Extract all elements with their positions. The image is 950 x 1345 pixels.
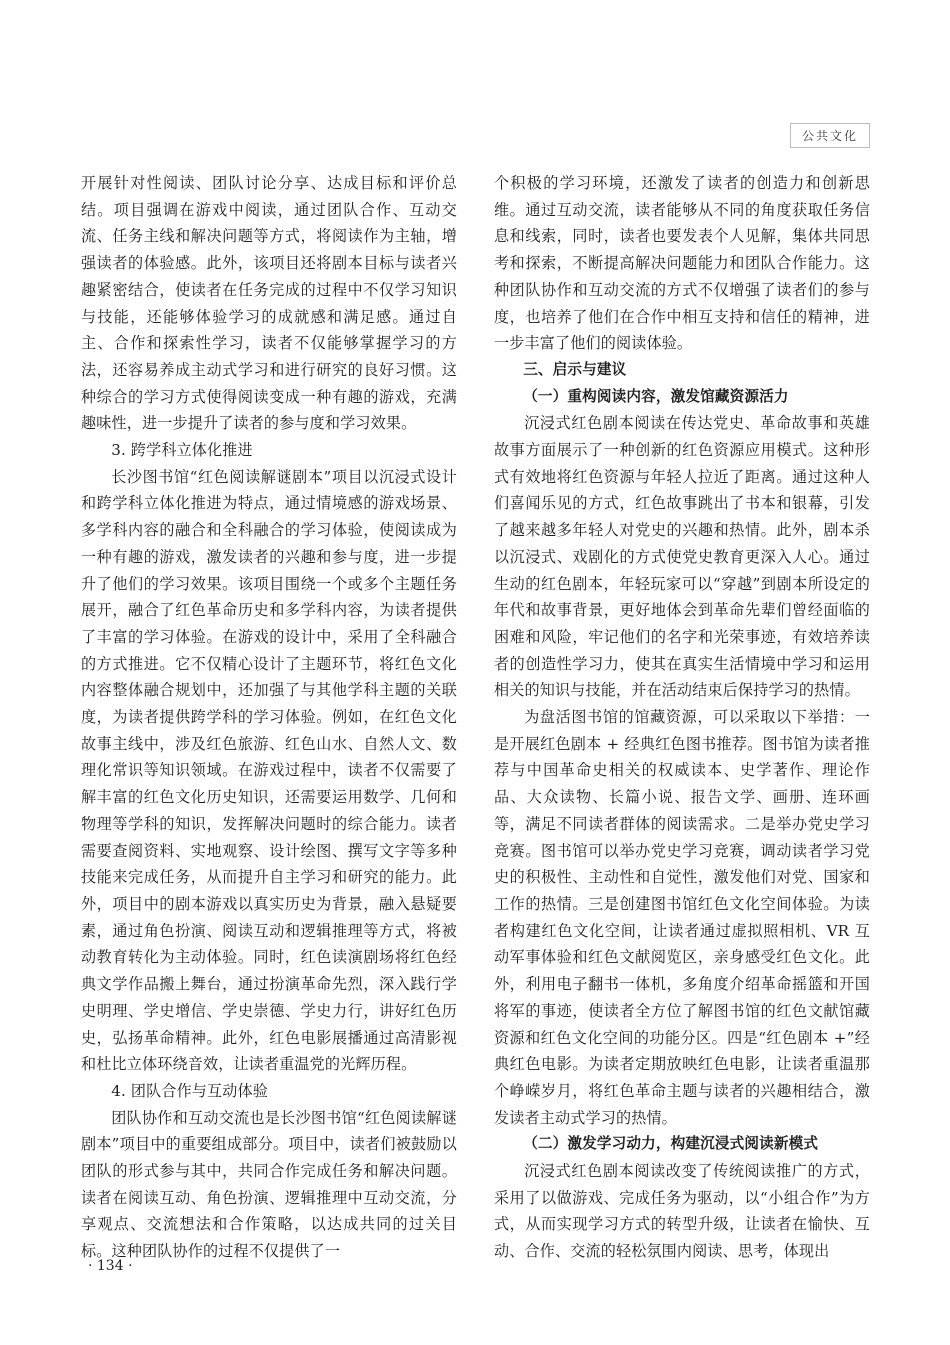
paragraph: 沉浸式红色剧本阅读在传达党史、革命故事和英雄故事方面展示了一种创新的红色资源应用模式。这种形式有效地将红色资源与年轻人拉近了距离。通过这种人们喜闻乐见的方式，红色故事跳出了书本和银幕，引发了越来越多年轻人对党史的兴趣和热情。此外，剧本杀以沉浸式、戏剧化的方式使党史教育更深入人心。通过生动的红色剧本，年轻玩家可以“穿越”到剧本所设定的年代和故事背景，更好地体会到革命先辈们曾经面临的困难和风险，牢记他们的名字和光荣事迹，有效培养读者的创造性学习力，使其在真实生活情境中学习和运用相关的知识与技能，并在活动结束后保持学习的热情。 (494, 414, 870, 700)
subsection-heading: （二）激发学习动力，构建沉浸式阅读新模式 (523, 1135, 819, 1153)
paragraph: 为盘活图书馆的馆藏资源，可以采取以下举措：一是开展红色剧本 + 经典红色图书推荐。图书馆为读者推荐与中国革命史相关的权威读本、史学著作、理论作品、大众读物、长篇小说、报告文学、画册、连环画等，满足不同读者群体的阅读需求。二是举办党史学习竞赛。图书馆可以举办党史学习竞赛，调动读者学习党史的积极性、主动性和自觉性，激发他们对党、国家和工作的热情。三是创建图书馆红色文化空间体验。为读者构建红色文化空间，让读者通过虚拟照相机、VR 互动军事体验和红色文献阅览区，亲身感受红色文化。此外，利用电子翻书一体机，多角度介绍革命摇篮和开国将军的事迹，使读者全方位了解图书馆的红色文献馆藏资源和红色文化空间的功能分区。四是“红色剧本 +”经典红色电影。为读者定期放映红色电影，让读者重温那个峥嵘岁月，将红色革命主题与读者的兴趣相结合，激发读者主动式学习的热情。 (494, 708, 870, 1127)
paragraph: 个积极的学习环境，还激发了读者的创造力和创新思维。通过互动交流，读者能够从不同的角度获取任务信息和线索，同时，读者也要发表个人见解，集体共同思考和探索，不断提高解决问题能力和团队合作能力。这种团队协作和互动交流的方式不仅增强了读者们的参与度，也培养了他们在合作中相互支持和信任的精神，进一步丰富了他们的阅读体验。 (494, 174, 870, 353)
right-column (494, 170, 870, 1265)
page-number: · 134 · (88, 1258, 133, 1274)
subsection-heading: 3. 跨学科立体化推进 (111, 441, 253, 460)
section-heading: 三、启示与建议 (523, 360, 627, 378)
paragraph: 开展针对性阅读、团队讨论分享、达成目标和评价总结。项目强调在游戏中阅读，通过团队合作、互动交流、任务主线和解决问题等方式，将阅读作为主轴，增强读者的体验感。此外，该项目还将剧本目标与读者兴趣紧密结合，使读者在任务完成的过程中不仅学习知识与技能，还能够体验学习的成就感和满足感。通过自主、合作和探索性学习，读者不仅能够掌握学习的方法，还容易养成主动式学习和进行研究的良好习惯。这种综合的学习方式使得阅读变成一种有趣的游戏，充满趣味性，进一步提升了读者的参与度和学习效果。 (81, 174, 457, 433)
left-column (81, 170, 457, 1265)
paragraph: 长沙图书馆“红色阅读解谜剧本”项目以沉浸式设计和跨学科立体化推进为特点，通过情境感的游戏场景、多学科内容的融合和全科融合的学习体验，使阅读成为一种有趣的游戏，激发读者的兴趣和参与度，进一步提升了他们的学习效果。该项目围绕一个或多个主题任务展开，融合了红色革命历史和多学科内容，为读者提供了丰富的学习体验。在游戏的设计中，采用了全科融合的方式推进。它不仅精心设计了主题环节，将红色文化内容整体融合规划中，还加强了与其他学科主题的关联度，为读者提供跨学科的学习体验。例如，在红色文化故事主线中，涉及红色旅游、红色山水、自然人文、数理化常识等知识领域。在游戏过程中，读者不仅需要了解丰富的红色文化历史知识，还需要运用数学、几何和物理等学科的知识，发挥解决问题时的综合能力。读者需要查阅资料、实地观察、设计绘图、撰写文字等多种技能来完成任务，从而提升自主学习和研究的能力。此外，项目中的剧本游戏以真实历史为背景，融入悬疑要素，通过角色扮演、阅读互动和逻辑推理等方式，将被动教育转化为主动体验。同时，红色读演剧场将红色经典文学作品搬上舞台，通过扮演革命先烈，深入践行学史明理、学史增信、学史崇德、学史力行，讲好红色历史，弘扬革命精神。此外，红色电影展播通过高清影视和杜比立体环绕音效，让读者重温党的光辉历程。 (81, 467, 457, 1074)
subsection-heading: 4. 团队合作与互动体验 (111, 1081, 269, 1100)
subsection-heading: （一）重构阅读内容，激发馆藏资源活力 (523, 387, 789, 405)
section-tag: 公共文化 (790, 123, 870, 148)
paragraph: 沉浸式红色剧本阅读改变了传统阅读推广的方式，采用了以做游戏、完成任务为驱动，以“小组合作”为方式，从而实现学习方式的转型升级，让读者在愉快、互动、合作、交流的轻松氛围内阅读、思考，体现出 (494, 1162, 870, 1261)
paragraph: 团队协作和互动交流也是长沙图书馆“红色阅读解谜剧本”项目中的重要组成部分。项目中，读者们被鼓励以团队的形式参与其中，共同合作完成任务和解决问题。读者在阅读互动、角色扮演、逻辑推理中互动交流，分享观点、交流想法和合作策略，以达成共同的过关目标。这种团队协作的过程不仅提供了一 (81, 1108, 457, 1261)
